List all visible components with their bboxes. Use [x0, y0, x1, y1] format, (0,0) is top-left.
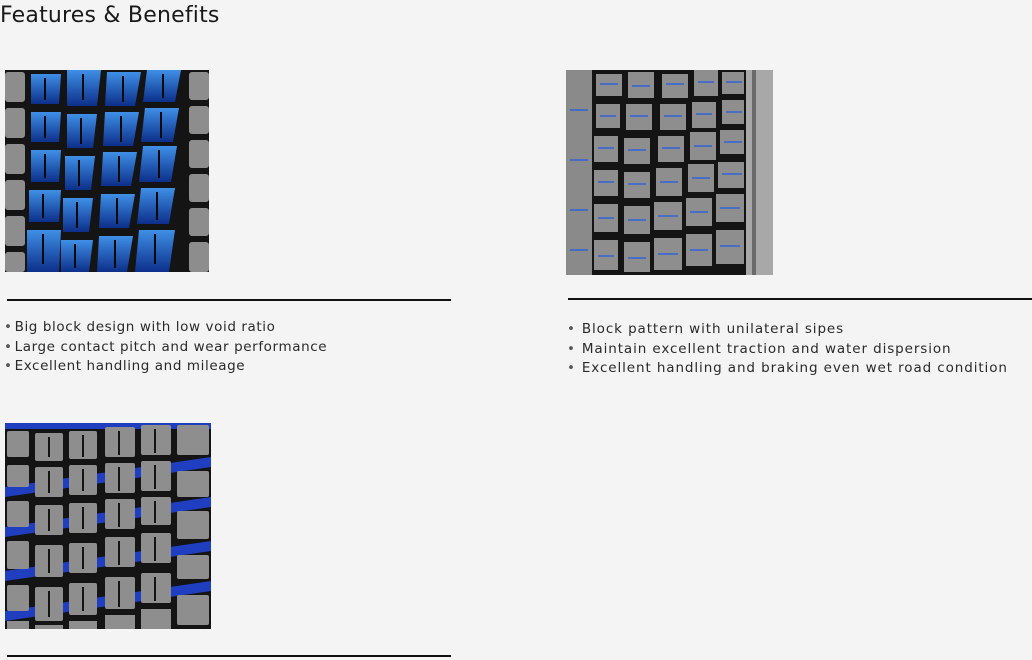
tire-tread-image-3: [5, 423, 211, 629]
tire-tread-blue-sipes-icon: [566, 70, 773, 275]
list-item-text: Large contact pitch and wear performance: [14, 338, 328, 355]
bullet-glyph: •: [567, 360, 576, 376]
list-item-text: Big block design with low void ratio: [14, 319, 276, 335]
tire-tread-image-2: [566, 70, 773, 275]
bullet-glyph: •: [567, 321, 576, 337]
list-item: [567, 320, 1008, 340]
tire-tread-blue-grooves-icon: [5, 423, 211, 629]
bullet-glyph: •: [4, 358, 13, 374]
page-title: Features & Benefits: [0, 3, 220, 28]
list-item-text: Excellent handling and mileage: [14, 358, 246, 374]
bullet-glyph: •: [4, 338, 13, 355]
bullet-glyph: •: [567, 340, 576, 357]
tire-tread-blue-blocks-icon: [5, 70, 209, 272]
bullet-glyph: •: [4, 319, 13, 335]
list-item-text: Maintain excellent traction and water dispersion: [581, 340, 952, 357]
list-item: [567, 340, 1008, 360]
tire-tread-image-1: [5, 70, 209, 272]
feature-list-1: [4, 318, 327, 377]
feature-list-2: [567, 320, 1008, 379]
list-item-text: Excellent handling and braking even wet road condition: [581, 360, 1008, 376]
list-item: [4, 318, 327, 338]
list-item: [567, 359, 1008, 379]
list-item: [4, 338, 327, 358]
list-item: [4, 357, 327, 377]
divider-line-3: [7, 655, 451, 657]
divider-line-2: [568, 298, 1032, 300]
list-item-text: Block pattern with unilateral sipes: [581, 321, 845, 337]
divider-line-1: [7, 299, 451, 301]
